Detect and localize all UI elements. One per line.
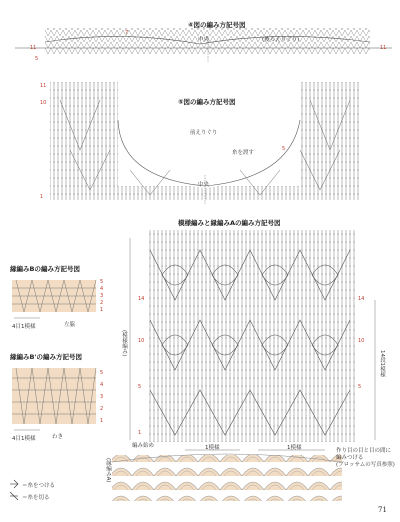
- diagram-b-title: ⑤図の編み方記号図: [178, 98, 236, 106]
- diagram-c-chart: [130, 230, 375, 450]
- legend-symbols: [10, 480, 18, 500]
- diagram-b-row-1: 1: [40, 194, 44, 200]
- diagram-c-row-5-right: 5: [358, 384, 362, 390]
- diagram-c-repeat-label-2: 1模様: [287, 445, 302, 451]
- diagram-c-row-14-right: 14: [358, 296, 365, 302]
- diagram-c-start-label: 編み始め: [132, 443, 155, 449]
- diagram-c-note-1: 作り目の目と目の間に: [336, 448, 392, 454]
- diagram-c-note-2: 編みつける: [336, 455, 364, 461]
- diagram-c-note-3: (ブロッサムの写真参照): [336, 462, 395, 468]
- diagram-c-row-5: 5: [138, 384, 142, 390]
- diagram-d-row-1: 1: [100, 307, 104, 313]
- diagram-b-row-11: 11: [40, 83, 47, 89]
- diagram-a-row-right-2: 7: [125, 30, 129, 36]
- diagram-c-row-10-right: 10: [358, 338, 365, 344]
- diagram-e-row-4: 4: [100, 382, 104, 388]
- diagram-a-row-right: 11: [380, 45, 387, 51]
- diagram-e-row-1: 1: [100, 418, 104, 424]
- diagram-e-side-label: わき: [52, 434, 64, 440]
- diagram-a-title: ④図の編み方記号図: [188, 21, 246, 29]
- diagram-c-row-1: 1: [138, 430, 142, 436]
- diagram-b-row-10: 10: [40, 100, 47, 106]
- diagram-b-neck-label: 前えりぐり: [190, 130, 218, 136]
- diagram-e-repeat-label: 4目1模様: [12, 436, 36, 442]
- diagram-c-row-14: 14: [138, 296, 145, 302]
- diagram-d-title: 縁編みBの編み方記号図: [10, 265, 80, 273]
- page-number: 71: [378, 506, 387, 514]
- diagram-b-join-label: 糸を渡す: [232, 150, 255, 156]
- diagram-c-row-10: 10: [138, 338, 145, 344]
- diagram-c-right-rows: 14段1模様: [379, 350, 385, 377]
- diagram-d-row-2: 2: [100, 300, 104, 306]
- diagram-d-repeat-label: 4目1模様: [12, 324, 36, 330]
- diagram-c-border-label: (縁編みA): [105, 458, 111, 483]
- diagram-d-side-label: 左脇: [64, 322, 76, 328]
- diagram-b-center-label: 中央: [198, 182, 210, 188]
- diagram-d-row-5: 5: [100, 279, 104, 285]
- diagram-a-center-label: 中央: [198, 37, 210, 43]
- diagram-d-chart: [12, 280, 96, 318]
- diagram-a-edge-label: (後ろえりぐり): [262, 37, 300, 43]
- diagram-b-row-5: 5: [282, 146, 286, 152]
- diagram-c-repeat-label: 1模様: [205, 445, 220, 451]
- diagram-a-row-left-2: 5: [35, 56, 39, 62]
- legend-attach-yarn: ＝糸をつける: [22, 483, 56, 489]
- diagram-c-title: 模様編みと縁編みAの編み方記号図: [178, 219, 281, 227]
- diagram-d-row-4: 4: [100, 286, 104, 292]
- diagram-a-chart: [15, 28, 392, 62]
- diagram-c-left-section-label: (模様編み): [121, 330, 127, 357]
- border-a-chart: [112, 454, 342, 501]
- diagram-e-row-2: 2: [100, 406, 104, 412]
- diagram-a-row-left: 11: [30, 45, 37, 51]
- diagram-e-chart: [12, 368, 96, 430]
- diagram-d-row-3: 3: [100, 293, 104, 299]
- diagram-e-row-3: 3: [100, 394, 104, 400]
- diagram-e-row-5: 5: [100, 370, 104, 376]
- diagram-e-title: 縁編みB'の編み方記号図: [10, 353, 82, 361]
- legend-cut-yarn: ＝糸を切る: [22, 495, 50, 501]
